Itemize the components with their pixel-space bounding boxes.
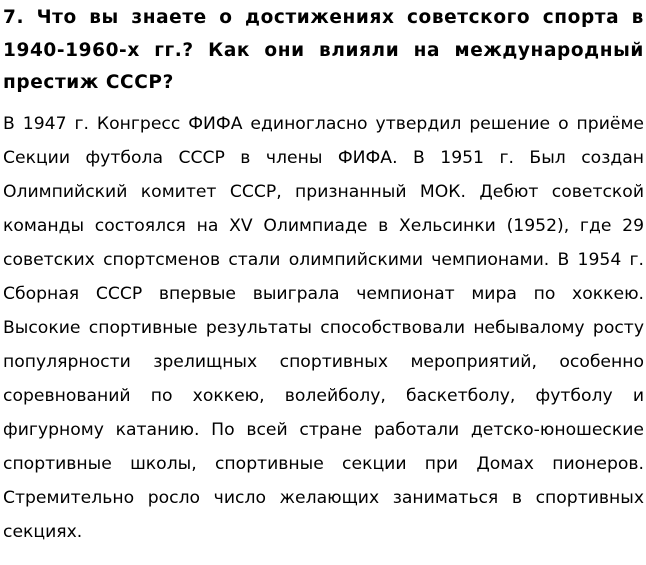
answer-paragraph: В 1947 г. Конгресс ФИФА единогласно утвердил решение о приёме Секции футбола СССР в члены ФИФА. В 1951 г. Был создан Олимпийский комитет СССР, признанный МОК. Дебют советской команды состоялся на XV Олимпиаде в Хельсинки (1952), где 29 советских спортсменов стали олимпийскими чемпионами. В 1954 г. Сборная СССР впервые выиграла чемпионат мира по хоккею. Высокие спортивные результаты способствовали небывалому росту популярности зрелищных спортивных мероприятий, особенно соревнований по хоккею, волейболу, баскетболу, футболу и фигурному катанию. По всей стране работали детско-юношеские спортивные школы, спортивные секции при Домах пионеров. Стремительно росло число желающих заниматься в спортивных секциях. — [3, 113, 644, 542]
question-heading: 7. Что вы знаете о достижениях советского спорта в 1940-1960-х гг.? Как они влияли на международный престиж СССР? — [3, 7, 644, 93]
